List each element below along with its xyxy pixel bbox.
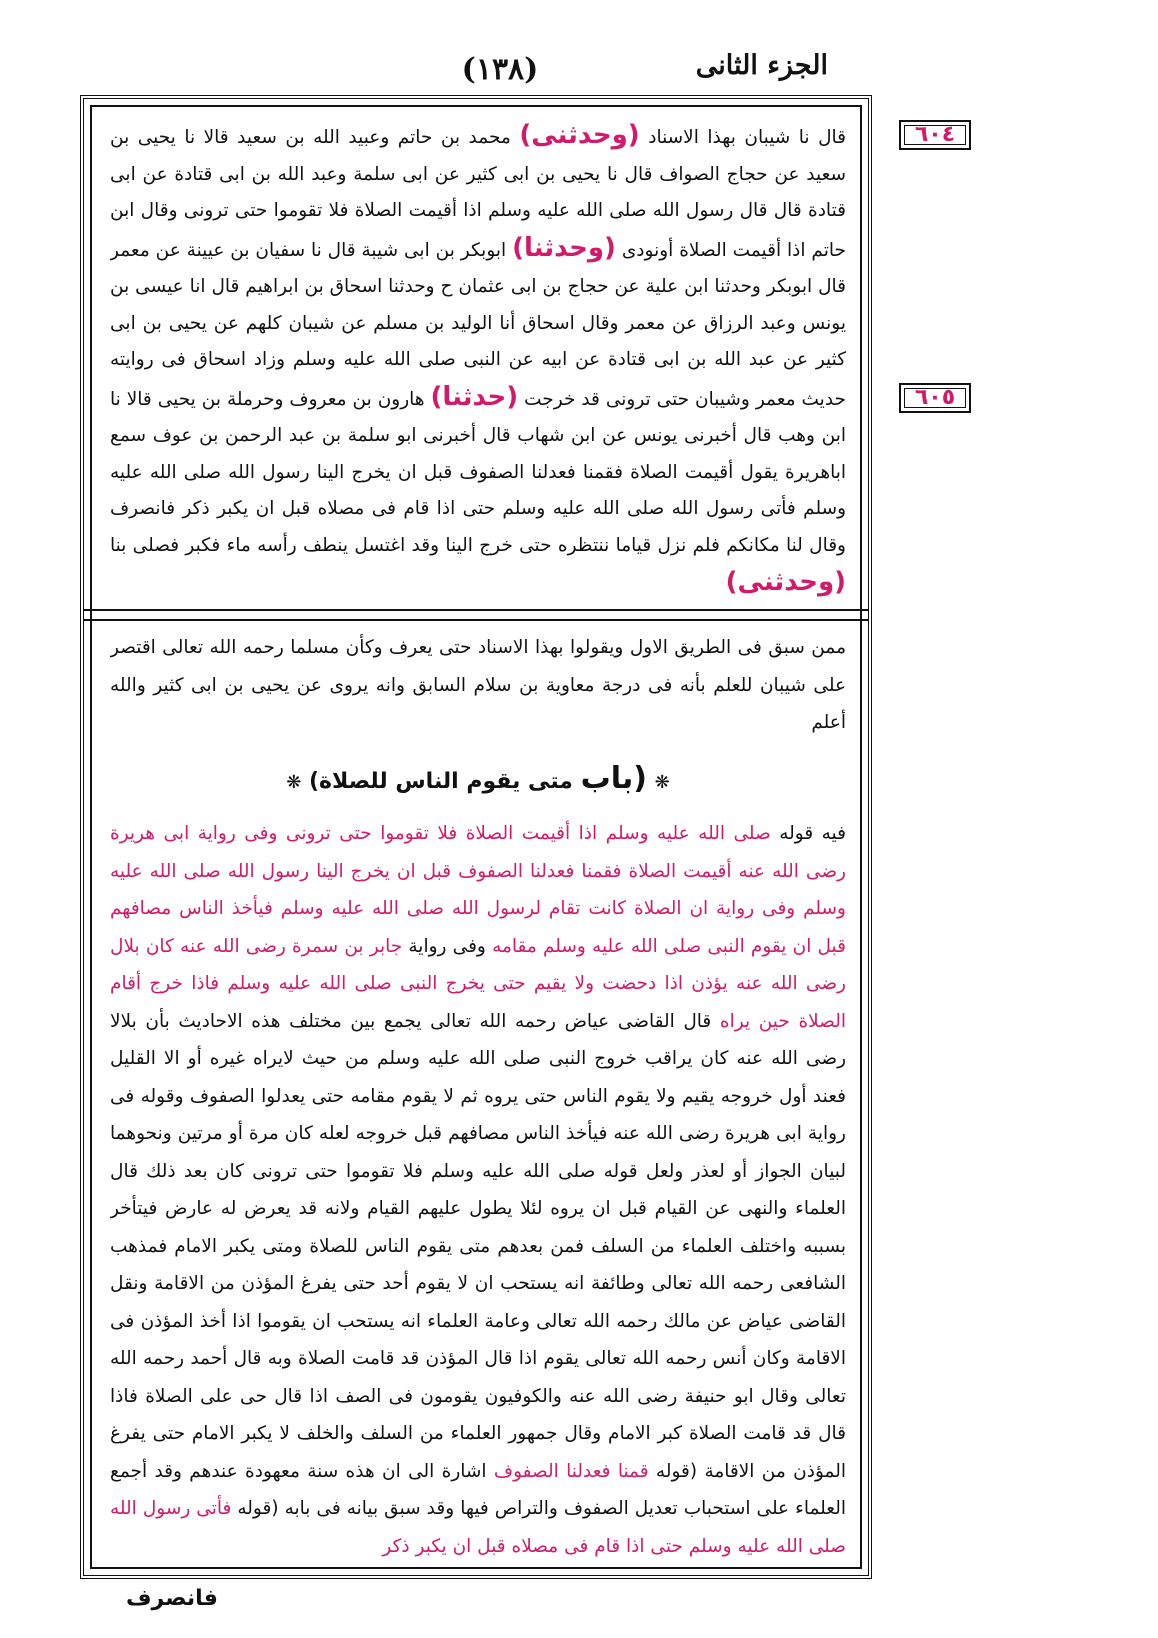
quoted-hadith: قمنا فعدلنا الصفوف	[493, 1460, 649, 1482]
star-ornament-icon: ❋	[286, 771, 302, 793]
heading-wa-haddathani: (وحدثنى)	[519, 120, 640, 150]
commentary-text: وفى رواية	[408, 935, 486, 957]
quoted-hadith: جابر بن سمرة رضى الله عنه كان بلال رضى الله عنه يؤذن اذا دحضت ولا يقيم حتى يخرج النبى صلى الله عليه وسلم فاذا خرج أقام الصلاة حين يراه	[110, 935, 846, 1032]
commentary-text: (قوله	[237, 1498, 279, 1519]
hadith-604-continuation: ابوبكر بن ابى شيبة قال نا سفيان بن عيينة عن معمر قال ابوبكر وحدثنا ابن علية عن حجاج بن ابى عثمان ح وحدثنا اسحاق بن ابراهيم قال انا عيسى بن يونس وعبد الرزاق عن معمر وقال اسحاق أنا الوليد بن مسلم عن شيبان كلهم عن يحيى بن ابى كثير عن عبد الله بن ابى قتادة عن ابيه عن النبى صلى الله عليه وسلم وزاد اسحاق فى روايته حديث معمر وشيبان حتى ترونى قد خرجت	[110, 239, 846, 410]
hadith-605-text: هارون بن معروف وحرملة بن يحيى قالا نا ابن وهب قال أخبرنى يونس عن ابن شهاب قال أخبرنى ابو سلمة بن عبد الرحمن بن عوف سمع اباهريرة يقول أقيمت الصلاة فقمنا فعدلنا الصفوف قبل ان يخرج الينا رسول الله صلى الله عليه وسلم فأتى رسول الله صلى الله عليه وسلم حتى اذا قام فى مصلاه قبل ان يكبر ذكر فانصرف وقال لنا مكانكم فلم نزل قياما ننتظره حتى خرج الينا وقد اغتسل ينطف رأسه ماء فكبر فصلى بنا	[110, 388, 846, 556]
star-ornament-icon: ❋	[654, 771, 670, 793]
quoted-hadith: صلى الله عليه وسلم اذا أقيمت الصلاة فلا تقوموا حتى ترونى وفى رواية ابى هريرة رضى الله عنه أقيمت الصلاة فقمنا فعدلنا الصفوف قبل ان يخرج الينا رسول الله صلى الله عليه وسلم وفى رواية ان الصلاة كانت تقام لرسول الله صلى الله عليه وسلم فيأخذ الناس مصافهم قبل ان يقوم النبى صلى الله عليه وسلم مقامه	[110, 823, 846, 957]
commentary-text: قال القاضى عياض رحمه الله تعالى يجمع بين مختلف هذه الاحاديث بأن بلالا رضى الله عنه كان يراقب خروج النبى صلى الله عليه وسلم من حيث لايراه غيره أو الا القليل فعند أول خروجه يقيم ولا يقوم الناس حتى يروه ثم لا يقوم مقامه حتى يعدلوا الصفوف وقوله فى رواية ابى هريرة رضى الله عنه فيأخذ الناس مصافهم قبل خروجه لعله كان مرة أو مرتين ونحوهما لبيان الجواز أو لعذر ولعل قوله صلى الله عليه وسلم فلا تقوموا حتى ترونى كان بعد ذلك قال العلماء والنهى عن القيام قبل ان يروه لئلا يطول عليهم القيام ولانه قد يعرض له عارض فيتأخر بسببه واختلف العلماء من السلف فمن بعدهم متى يقوم الناس للصلاة ومتى يكبر الامام فمذهب الشافعى رحمه الله تعالى وطائفة انه يستحب ان لا يقوم أحد حتى يفرغ المؤذن من الاقامة ونقل القاضى عياض عن مالك رحمه الله تعالى وعامة العلماء انه يستحب ان يقوموا اذا أخذ المؤذن فى الاقامة وكان أنس رحمه الله تعالى يقوم اذا قال المؤذن قد قامت الصلاة وبه قال أحمد رحمه الله تعالى وقال ابو حنيفة رضى الله عنه والكوفيون يقومون فى الصف اذا قال حى على الصلاة فاذا قال قد قامت الصلاة كبر الامام وقال جمهور العلماء من السلف والخلف لا يكبر الامام حتى يفرغ المؤذن من الاقامة	[110, 1010, 846, 1482]
chapter-bab: (باب	[580, 760, 647, 796]
volume-title: الجزء الثانى	[695, 50, 828, 81]
quoted-hadith: فأتى رسول الله صلى الله عليه وسلم حتى اذا قام فى مصلاه قبل ان يكبر ذكر	[110, 1498, 846, 1557]
hadith-paragraph	[110, 117, 846, 597]
catchword: فانصرف	[126, 1586, 218, 1611]
commentary-lead: ممن سبق فى الطريق الاول ويقولوا بهذا الاسناد حتى يعرف وكأن مسلما رحمه الله تعالى اقتصر على شيبان للعلم بأنه فى درجة معاوية بن سلام السابق وانه يروى عن يحيى بن ابى كثير والله أعلم	[110, 637, 846, 733]
hadith-number-605: ٦٠٥	[899, 383, 971, 413]
hadith-604-isnad: محمد بن حاتم وعبيد الله بن سعيد قالا نا يحيى بن سعيد عن حجاج الصواف قال نا يحيى بن ابى كثير عن ابى سلمة وعبد الله بن ابى قتادة عن ابى قتادة قال قال رسول الله صلى الله عليه وسلم اذا أقيمت الصلاة فلا تقوموا حتى ترونى وقال ابن حاتم اذا أقيمت الصلاة أونودى	[110, 127, 846, 261]
hadith-604-intro: قال نا شيبان بهذا الاسناد	[648, 127, 846, 148]
heading-wa-haddathana: (وحدثنا)	[512, 232, 616, 263]
chapter-title: متى يقوم الناس للصلاة)	[309, 768, 573, 794]
commentary-paragraph	[110, 815, 846, 1559]
chapter-heading	[110, 760, 846, 802]
section-divider	[84, 609, 868, 621]
commentary-block	[110, 629, 846, 1559]
heading-haddathana: (حدثنا)	[430, 381, 519, 412]
commentary-text: اشارة الى ان هذه سنة معهودة عندهم وقد أجمع العلماء على استحباب تعديل الصفوف والتراص فيها وقد سبق بيانه فى بابه	[110, 1460, 846, 1519]
hadith-text-block	[110, 117, 846, 597]
page-frame	[80, 95, 872, 1579]
heading-wa-haddathani-end: (وحدثنى)	[725, 567, 846, 597]
hadith-number-604: ٦٠٤	[899, 120, 971, 150]
commentary-text: (قوله	[655, 1460, 698, 1482]
commentary-fihi: فيه قوله	[779, 823, 846, 844]
page-number: (١٣٨)	[461, 52, 539, 87]
